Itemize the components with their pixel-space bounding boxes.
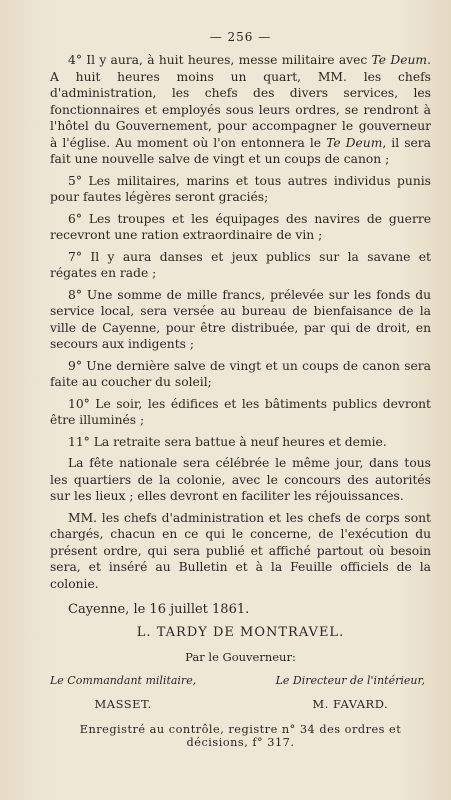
governor-signature: L. TARDY DE MONTRAVEL. xyxy=(136,625,345,640)
paragraph-10: MM. les chefs d'administration et les chefs de corps sont chargés, chacun en ce qui le concerne, de l'exécution du présent ordre, qui sera publié et affiché partout où besoin sera, et inséré au Bulletin et à la Feuille officiels de la colonie. xyxy=(50,510,431,591)
par-le-gouverneur: Par le Gouverneur: xyxy=(185,650,296,664)
registration-note: Enregistré au contrôle, registre n° 34 des ordres et décisions, f° 317. xyxy=(79,723,402,749)
te-deum-2: Te Deum xyxy=(326,135,383,150)
paragraph-2: 5° Les militaires, marins et tous autres individus punis pour fautes légères seront graciés; xyxy=(50,173,431,204)
paragraph-8: 11° La retraite sera battue à neuf heures et demie. xyxy=(68,434,387,449)
paragraph-5: 8° Une somme de mille francs, prélevée sur les fonds du service local, sera versée au bureau de bienfaisance de la ville de Cayenne, pour être distribuée, par qui de droit, en secours aux indigents ; xyxy=(50,287,431,351)
left-signatory xyxy=(50,674,196,711)
paragraph-4: 7° Il y aura danses et jeux publics sur la savane et régates en rade ; xyxy=(50,249,431,280)
te-deum-1: Te Deum xyxy=(371,53,428,67)
right-signatory-name: M. FAVARD. xyxy=(312,697,389,711)
date-line: Cayenne, le 16 juillet 1861. xyxy=(68,602,250,617)
paragraph-1-text-a: 4° Il y aura, à huit heures, messe militaire avec xyxy=(68,53,372,67)
paragraph-1 xyxy=(50,52,431,168)
paragraph-7: 10° Le soir, les édifices et les bâtiments publics devront être illuminés ; xyxy=(50,396,431,427)
paragraph-1-text-c: , il sera fait une nouvelle salve de vingt et un coups de canon ; xyxy=(50,135,432,166)
right-signatory-title: Le Directeur de l'intérieur, xyxy=(275,674,425,687)
left-signatory-title: Le Commandant militaire, xyxy=(50,674,197,687)
left-signatory-name: MASSET. xyxy=(94,697,152,711)
paragraph-9: La fête nationale sera célébrée le même jour, dans tous les quartiers de la colonie, avec le concours des autorités sur les lieux ; elles devront en faciliter les réjouissances. xyxy=(50,456,431,503)
paragraph-1-text-b: . A huit heures moins un quart, MM. les chefs d'administration, les chefs des divers services, les fonctionnaires et employés sous leurs ordres, se rendront à l'hôtel du Gouvernement, pour accompagner le gouverneur à l'église. Au moment où l'on entonnera le xyxy=(50,53,431,150)
right-signatory xyxy=(276,674,425,711)
paragraph-3: 6° Les troupes et les équipages des navires de guerre recevront une ration extraordinaire de vin ; xyxy=(50,211,431,242)
page-number: — 256 — xyxy=(209,30,272,44)
paragraph-6: 9° Une dernière salve de vingt et un coups de canon sera faite au coucher du soleil; xyxy=(50,358,431,389)
countersignatures xyxy=(50,674,431,711)
